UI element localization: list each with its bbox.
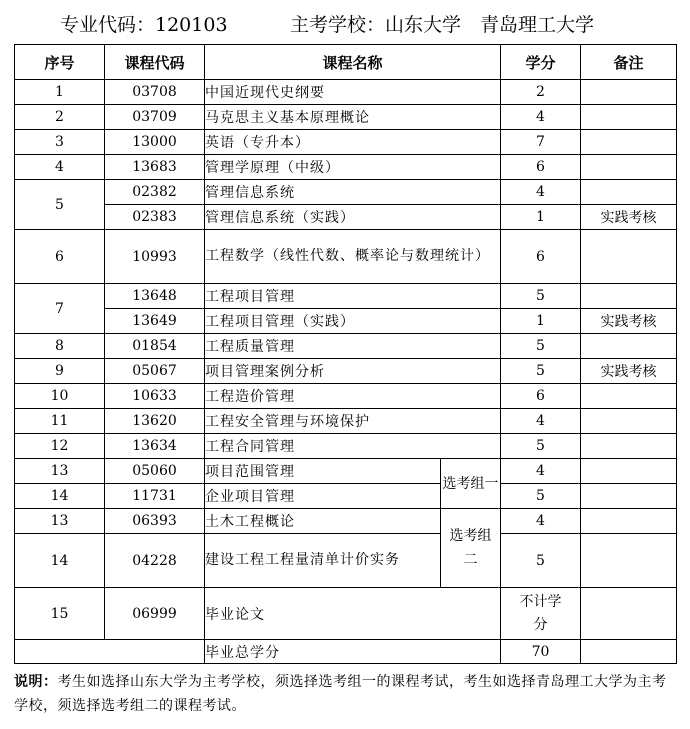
cell-name: 土木工程概论 bbox=[205, 509, 441, 534]
table-row bbox=[15, 155, 677, 180]
cell-name: 管理信息系统 bbox=[205, 180, 501, 205]
table-row bbox=[15, 509, 677, 534]
total-note bbox=[581, 640, 677, 664]
cell-note: 实践考核 bbox=[581, 205, 677, 230]
cell-code: 06393 bbox=[105, 509, 205, 534]
cell-name: 工程项目管理（实践） bbox=[205, 309, 501, 334]
cell-name: 工程安全管理与环境保护 bbox=[205, 409, 501, 434]
table-row bbox=[15, 588, 677, 640]
total-blank bbox=[15, 640, 205, 664]
cell-credit: 不计学分 bbox=[501, 588, 581, 640]
cell-code: 13634 bbox=[105, 434, 205, 459]
course-table bbox=[14, 44, 677, 664]
cell-note bbox=[581, 409, 677, 434]
cell-credit: 5 bbox=[501, 434, 581, 459]
cell-no: 9 bbox=[15, 359, 105, 384]
cell-no: 5 bbox=[15, 180, 105, 230]
cell-note bbox=[581, 484, 677, 509]
header-name: 课程名称 bbox=[205, 45, 501, 80]
cell-code: 13648 bbox=[105, 284, 205, 309]
cell-credit: 6 bbox=[501, 230, 581, 284]
cell-code: 02382 bbox=[105, 180, 205, 205]
table-row bbox=[15, 434, 677, 459]
table-row bbox=[15, 309, 677, 334]
cell-credit: 4 bbox=[501, 459, 581, 484]
cell-code: 13620 bbox=[105, 409, 205, 434]
cell-name: 建设工程工程量清单计价实务 bbox=[205, 534, 441, 588]
cell-name: 管理学原理（中级） bbox=[205, 155, 501, 180]
cell-name: 工程数学（线性代数、概率论与数理统计） bbox=[205, 230, 501, 284]
table-row bbox=[15, 334, 677, 359]
cell-no: 8 bbox=[15, 334, 105, 359]
cell-code: 03708 bbox=[105, 80, 205, 105]
cell-credit: 5 bbox=[501, 334, 581, 359]
cell-note bbox=[581, 80, 677, 105]
cell-no: 6 bbox=[15, 230, 105, 284]
table-row bbox=[15, 359, 677, 384]
cell-note bbox=[581, 434, 677, 459]
cell-credit: 5 bbox=[501, 359, 581, 384]
table-row bbox=[15, 284, 677, 309]
cell-name: 工程项目管理 bbox=[205, 284, 501, 309]
note-text: 考生如选择山东大学为主考学校，须选择选考组一的课程考试，考生如选择青岛理工大学为主考学校，须选择选考组二的课程考试。 bbox=[14, 674, 667, 714]
cell-no: 4 bbox=[15, 155, 105, 180]
cell-credit: 1 bbox=[501, 205, 581, 230]
table-row bbox=[15, 409, 677, 434]
major-code: 专业代码：120103 bbox=[60, 14, 228, 36]
cell-credit: 5 bbox=[501, 284, 581, 309]
total-label: 毕业总学分 bbox=[205, 640, 501, 664]
cell-no: 10 bbox=[15, 384, 105, 409]
header-note: 备注 bbox=[581, 45, 677, 80]
cell-no: 7 bbox=[15, 284, 105, 334]
table-row bbox=[15, 205, 677, 230]
total-credit: 70 bbox=[501, 640, 581, 664]
table-row bbox=[15, 230, 677, 284]
cell-credit: 6 bbox=[501, 384, 581, 409]
cell-credit: 4 bbox=[501, 105, 581, 130]
examining-schools: 主考学校：山东大学 青岛理工大学 bbox=[290, 14, 595, 36]
cell-code: 04228 bbox=[105, 534, 205, 588]
cell-name: 企业项目管理 bbox=[205, 484, 441, 509]
cell-note bbox=[581, 155, 677, 180]
cell-note bbox=[581, 230, 677, 284]
elective-group-one: 选考组一 bbox=[441, 459, 501, 509]
cell-note bbox=[581, 105, 677, 130]
cell-credit: 6 bbox=[501, 155, 581, 180]
cell-note bbox=[581, 534, 677, 588]
elective-group-two: 选考组二 bbox=[441, 509, 501, 588]
cell-code: 11731 bbox=[105, 484, 205, 509]
cell-note bbox=[581, 509, 677, 534]
cell-code: 03709 bbox=[105, 105, 205, 130]
cell-credit: 5 bbox=[501, 484, 581, 509]
header-credit: 学分 bbox=[501, 45, 581, 80]
cell-credit: 4 bbox=[501, 509, 581, 534]
cell-code: 10993 bbox=[105, 230, 205, 284]
cell-note bbox=[581, 180, 677, 205]
cell-code: 02383 bbox=[105, 205, 205, 230]
cell-credit: 4 bbox=[501, 180, 581, 205]
table-row bbox=[15, 105, 677, 130]
cell-credit: 1 bbox=[501, 309, 581, 334]
cell-name: 项目范围管理 bbox=[205, 459, 441, 484]
cell-no: 13 bbox=[15, 459, 105, 484]
cell-no: 12 bbox=[15, 434, 105, 459]
cell-credit: 4 bbox=[501, 409, 581, 434]
table-header-row bbox=[15, 45, 677, 80]
cell-code: 06999 bbox=[105, 588, 205, 640]
cell-credit: 2 bbox=[501, 80, 581, 105]
table-row bbox=[15, 180, 677, 205]
cell-no: 1 bbox=[15, 80, 105, 105]
cell-no: 11 bbox=[15, 409, 105, 434]
cell-name: 英语（专升本） bbox=[205, 130, 501, 155]
cell-code: 05060 bbox=[105, 459, 205, 484]
cell-code: 01854 bbox=[105, 334, 205, 359]
cell-note bbox=[581, 459, 677, 484]
cell-no: 2 bbox=[15, 105, 105, 130]
cell-credit: 5 bbox=[501, 534, 581, 588]
table-row bbox=[15, 130, 677, 155]
document-header bbox=[0, 10, 690, 40]
cell-no: 14 bbox=[15, 534, 105, 588]
cell-name: 管理信息系统（实践） bbox=[205, 205, 501, 230]
cell-note bbox=[581, 284, 677, 309]
cell-name: 毕业论文 bbox=[205, 588, 501, 640]
cell-name: 工程造价管理 bbox=[205, 384, 501, 409]
cell-name: 工程质量管理 bbox=[205, 334, 501, 359]
header-no: 序号 bbox=[15, 45, 105, 80]
table-row bbox=[15, 80, 677, 105]
table-row bbox=[15, 484, 677, 509]
total-row bbox=[15, 640, 677, 664]
table-row bbox=[15, 459, 677, 484]
cell-code: 13683 bbox=[105, 155, 205, 180]
explanation-note bbox=[14, 670, 680, 718]
cell-note: 实践考核 bbox=[581, 309, 677, 334]
cell-note bbox=[581, 588, 677, 640]
cell-credit: 7 bbox=[501, 130, 581, 155]
cell-no: 14 bbox=[15, 484, 105, 509]
cell-code: 13000 bbox=[105, 130, 205, 155]
cell-code: 10633 bbox=[105, 384, 205, 409]
cell-name: 项目管理案例分析 bbox=[205, 359, 501, 384]
cell-note bbox=[581, 130, 677, 155]
cell-code: 05067 bbox=[105, 359, 205, 384]
cell-name: 马克思主义基本原理概论 bbox=[205, 105, 501, 130]
cell-name: 中国近现代史纲要 bbox=[205, 80, 501, 105]
cell-note: 实践考核 bbox=[581, 359, 677, 384]
note-label: 说明： bbox=[14, 674, 58, 690]
cell-no: 13 bbox=[15, 509, 105, 534]
table-row bbox=[15, 384, 677, 409]
cell-note bbox=[581, 334, 677, 359]
cell-name: 工程合同管理 bbox=[205, 434, 501, 459]
cell-no: 3 bbox=[15, 130, 105, 155]
cell-no: 15 bbox=[15, 588, 105, 640]
cell-note bbox=[581, 384, 677, 409]
header-code: 课程代码 bbox=[105, 45, 205, 80]
cell-code: 13649 bbox=[105, 309, 205, 334]
table-row bbox=[15, 534, 677, 588]
